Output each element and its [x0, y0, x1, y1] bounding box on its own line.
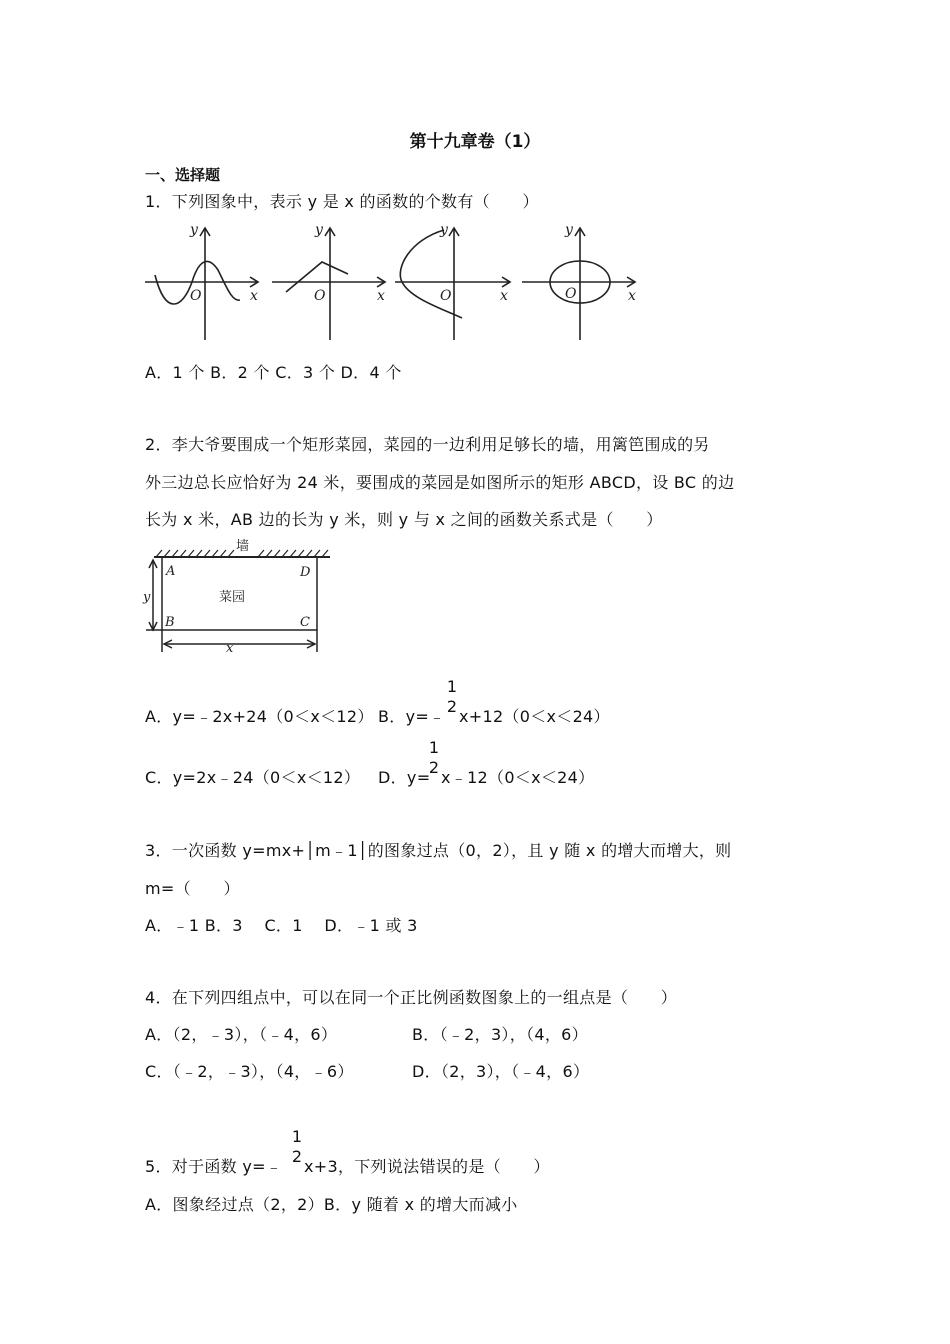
q2-stem-line1: 2．李大爷要围成一个矩形菜园，菜园的一边利用足够长的墙，用篱笆围成的另	[145, 435, 710, 454]
graph3-origin-label: O	[440, 288, 452, 304]
y-dimension-label: y	[143, 590, 151, 605]
section-heading: 一、选择题	[145, 166, 221, 184]
fraction-denominator: 2	[428, 758, 440, 777]
graph3-y-label: y	[440, 222, 448, 238]
fraction-numerator: 1	[446, 677, 458, 696]
q5-options-ab: A．图象经过点（2，2）B．y 随着 x 的增大而减小	[145, 1195, 518, 1214]
q5-stem-prefix: 5．对于函数 y=﹣	[145, 1157, 283, 1176]
q2-option-a: A．y=﹣2x+24（0＜x＜12）	[145, 707, 374, 726]
graph3-parabola-curve	[400, 230, 462, 318]
q5-fraction	[291, 1129, 303, 1165]
q3-options: A．﹣1 B．3 C．1 D．﹣1 或 3	[145, 916, 418, 935]
q2-option-b-fraction	[446, 679, 458, 715]
q4-option-b: B．（﹣2，3），（4，6）	[412, 1025, 588, 1044]
graph4-origin-label: O	[565, 286, 577, 302]
q4-option-c: C．（﹣2，﹣3），（4，﹣6）	[145, 1062, 354, 1081]
q2-stem-line2: 外三边总长应恰好为 24 米，要围成的菜园是如图所示的矩形 ABCD，设 BC 的边	[145, 473, 735, 492]
q4-option-a: A．（2，﹣3），（﹣4，6）	[145, 1025, 338, 1044]
q4-option-d: D．（2，3），（﹣4，6）	[412, 1062, 590, 1081]
q2-option-d-suffix: x﹣12（0＜x＜24）	[441, 768, 595, 787]
q1-options: A．1 个 B．2 个 C．3 个 D．4 个	[145, 363, 402, 382]
q2-stem-line3: 长为 x 米，AB 边的长为 y 米，则 y 与 x 之间的函数关系式是（ ）	[145, 510, 663, 529]
vertex-c-label: C	[300, 615, 310, 630]
fraction-numerator: 1	[291, 1127, 303, 1146]
graph1-y-label: y	[190, 222, 198, 238]
q2-option-d-prefix: D．y=	[378, 768, 431, 787]
vertex-a-label: A	[166, 564, 176, 579]
q2-option-b-suffix: x+12（0＜x＜24）	[459, 707, 610, 726]
fraction-denominator: 2	[291, 1147, 303, 1166]
graph2-y-label: y	[315, 222, 323, 238]
fraction-numerator: 1	[428, 738, 440, 757]
q3-stem-line2: m=（ ）	[145, 879, 240, 898]
vertex-d-label: D	[300, 565, 311, 580]
q2-option-b-prefix: B．y=﹣	[378, 707, 446, 726]
q4-stem: 4．在下列四组点中，可以在同一个正比例函数图象上的一组点是（ ）	[145, 988, 678, 1007]
graph2-x-label: x	[377, 288, 385, 304]
q2-option-c: C．y=2x﹣24（0＜x＜12）	[145, 768, 361, 787]
q2-option-d-fraction	[428, 740, 440, 776]
graph4-x-label: x	[628, 288, 636, 304]
garden-label: 菜园	[219, 590, 246, 605]
q2-garden-figure	[140, 538, 335, 656]
graph4-y-label: y	[565, 222, 573, 238]
page-title: 第十九章卷（1）	[409, 132, 541, 152]
fraction-denominator: 2	[446, 697, 458, 716]
x-dimension-label: x	[226, 641, 234, 656]
q3-stem-line1: 3．一次函数 y=mx+│m﹣1│的图象过点（0，2），且 y 随 x 的增大而增大，则	[145, 841, 732, 860]
q1-graphs-figure	[140, 220, 650, 345]
graph2-origin-label: O	[314, 288, 326, 304]
graph3-x-label: x	[500, 288, 508, 304]
graph1-x-label: x	[250, 288, 258, 304]
graph1-origin-label: O	[190, 288, 202, 304]
vertex-b-label: B	[165, 615, 175, 630]
q1-stem: 1．下列图象中，表示 y 是 x 的函数的个数有（ ）	[145, 192, 539, 211]
wall-label: 墙	[236, 539, 250, 554]
q5-stem-suffix: x+3，下列说法错误的是（ ）	[304, 1157, 550, 1176]
